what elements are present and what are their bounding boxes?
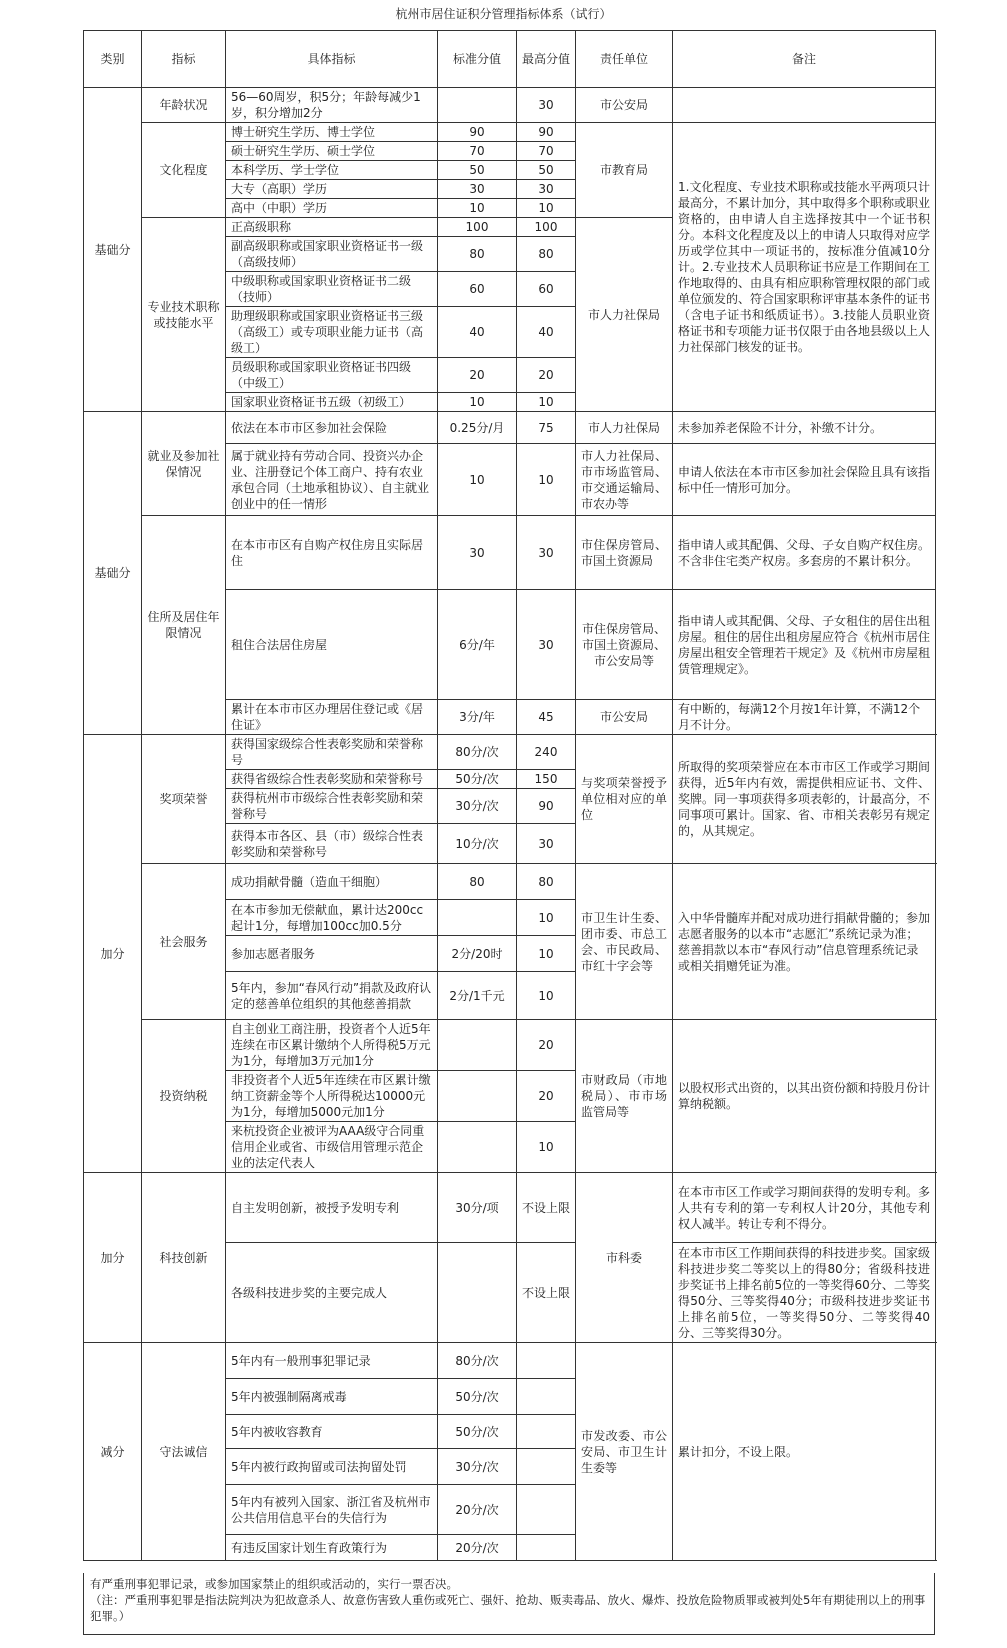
unit-cell: 市卫生计生委、团市委、市总工会、市民政局、市红十字会等 bbox=[576, 864, 673, 1020]
standard-cell: 30分/次 bbox=[438, 1449, 517, 1485]
detail-cell: 5年内有一般刑事犯罪记录 bbox=[226, 1343, 438, 1379]
max-cell bbox=[517, 1535, 576, 1561]
standard-cell bbox=[438, 900, 517, 936]
max-cell: 80 bbox=[517, 864, 576, 900]
max-cell: 75 bbox=[517, 412, 576, 444]
unit-cell: 市财政局（市地税局）、市市场监管局等 bbox=[576, 1020, 673, 1173]
max-cell: 10 bbox=[517, 199, 576, 218]
note-cell: 有中断的，每满12个月按1年计算，不满12个月不计分。 bbox=[673, 700, 936, 735]
table-row bbox=[84, 412, 936, 444]
standard-cell bbox=[438, 1020, 517, 1071]
detail-cell: 56—60周岁，积5分；年龄每减少1岁，积分增加2分 bbox=[226, 88, 438, 123]
detail-cell: 国家职业资格证书五级（初级工） bbox=[226, 393, 438, 412]
max-cell bbox=[517, 1415, 576, 1449]
detail-cell: 5年内，参加“春风行动”捐款及政府认定的慈善单位组织的其他慈善捐款 bbox=[226, 972, 438, 1020]
indicator-cell: 投资纳税 bbox=[142, 1020, 226, 1173]
standard-cell: 3分/年 bbox=[438, 700, 517, 735]
standard-cell: 20分/次 bbox=[438, 1535, 517, 1561]
max-cell: 不设上限 bbox=[517, 1243, 576, 1343]
category-cell: 加分 bbox=[84, 735, 142, 1173]
indicator-table bbox=[83, 30, 936, 1561]
standard-cell: 30分/项 bbox=[438, 1173, 517, 1243]
table-row bbox=[84, 1020, 936, 1071]
header-category: 类别 bbox=[84, 31, 142, 88]
max-cell: 20 bbox=[517, 1020, 576, 1071]
standard-cell: 50分/次 bbox=[438, 1379, 517, 1415]
note-cell: 未参加养老保险不计分，补缴不计分。 bbox=[673, 412, 936, 444]
header-row bbox=[84, 31, 936, 88]
unit-cell: 与奖项荣誉授予单位相对应的单位 bbox=[576, 735, 673, 864]
detail-cell: 本科学历、学士学位 bbox=[226, 161, 438, 180]
standard-cell: 20 bbox=[438, 358, 517, 393]
detail-cell: 自主发明创新，被授予发明专利 bbox=[226, 1173, 438, 1243]
indicator-cell: 守法诚信 bbox=[142, 1343, 226, 1561]
standard-cell: 2分/1千元 bbox=[438, 972, 517, 1020]
max-cell bbox=[517, 1485, 576, 1535]
table-row bbox=[84, 735, 936, 770]
max-cell: 20 bbox=[517, 358, 576, 393]
unit-cell: 市人力社保局 bbox=[576, 412, 673, 444]
max-cell: 20 bbox=[517, 1071, 576, 1122]
note-cell: 累计扣分，不设上限。 bbox=[673, 1343, 936, 1561]
table-row bbox=[84, 1173, 936, 1243]
standard-cell: 90 bbox=[438, 123, 517, 142]
max-cell: 30 bbox=[517, 590, 576, 700]
standard-cell: 80 bbox=[438, 864, 517, 900]
max-cell: 50 bbox=[517, 161, 576, 180]
detail-cell: 非投资者个人近5年连续在市区累计缴纳工资薪金等个人所得税达10000元为1分，每增加5000元加1分 bbox=[226, 1071, 438, 1122]
max-cell: 10 bbox=[517, 1122, 576, 1173]
max-cell: 10 bbox=[517, 936, 576, 972]
detail-cell: 依法在本市市区参加社会保险 bbox=[226, 412, 438, 444]
indicator-cell: 住所及居住年限情况 bbox=[142, 516, 226, 735]
detail-cell: 正高级职称 bbox=[226, 218, 438, 237]
detail-cell: 获得国家级综合性表彰奖励和荣誉称号 bbox=[226, 735, 438, 770]
indicator-cell: 奖项荣誉 bbox=[142, 735, 226, 864]
detail-cell: 5年内被强制隔离戒毒 bbox=[226, 1379, 438, 1415]
unit-cell: 市住保房管局、市国土资源局 bbox=[576, 516, 673, 590]
max-cell: 10 bbox=[517, 900, 576, 936]
standard-cell: 40 bbox=[438, 307, 517, 358]
note-cell: 以股权形式出资的，以其出资份额和持股月份计算纳税额。 bbox=[673, 1020, 936, 1173]
note-cell: 在本市市区工作期间获得的科技进步奖。国家级科技进步奖二等奖以上的得80分；省级科技进步奖证书上排名前5位的一等奖得60分、二等奖得50分、三等奖得40分；市级科技进步奖证书上排名前5位，一等奖得50分、二等奖得40分、三等奖得30分。 bbox=[673, 1243, 936, 1343]
standard-cell bbox=[438, 1243, 517, 1343]
category-cell: 基础分 bbox=[84, 412, 142, 735]
header-note: 备注 bbox=[673, 31, 936, 88]
standard-cell: 50 bbox=[438, 161, 517, 180]
max-cell: 70 bbox=[517, 142, 576, 161]
detail-cell: 员级职称或国家职业资格证书四级（中级工） bbox=[226, 358, 438, 393]
standard-cell: 30 bbox=[438, 180, 517, 199]
unit-cell: 市公安局 bbox=[576, 88, 673, 123]
standard-cell bbox=[438, 88, 517, 123]
max-cell: 100 bbox=[517, 218, 576, 237]
standard-cell bbox=[438, 1071, 517, 1122]
max-cell: 80 bbox=[517, 237, 576, 272]
standard-cell: 2分/20时 bbox=[438, 936, 517, 972]
header-indicator: 指标 bbox=[142, 31, 226, 88]
unit-cell: 市人力社保局、市市场监管局、市交通运输局、市农办等 bbox=[576, 444, 673, 516]
detail-cell: 获得本市各区、县（市）级综合性表彰奖励和荣誉称号 bbox=[226, 824, 438, 864]
header-standard: 标准分值 bbox=[438, 31, 517, 88]
table-row bbox=[84, 1343, 936, 1379]
standard-cell: 70 bbox=[438, 142, 517, 161]
detail-cell: 5年内有被列入国家、浙江省及杭州市公共信用信息平台的失信行为 bbox=[226, 1485, 438, 1535]
unit-cell: 市发改委、市公安局、市卫生计生委等 bbox=[576, 1343, 673, 1561]
note-cell: 入中华骨髓库并配对成功进行捐献骨髓的；参加志愿者服务的以本市“志愿汇”系统记录为准；慈善捐款以本市“春风行动”信息管理系统记录或相关捐赠凭证为准。 bbox=[673, 864, 936, 1020]
detail-cell: 有违反国家计划生育政策行为 bbox=[226, 1535, 438, 1561]
detail-cell: 来杭投资企业被评为AAA级守合同重信用企业或省、市级信用管理示范企业的法定代表人 bbox=[226, 1122, 438, 1173]
standard-cell: 80分/次 bbox=[438, 1343, 517, 1379]
standard-cell: 10 bbox=[438, 199, 517, 218]
detail-cell: 大专（高职）学历 bbox=[226, 180, 438, 199]
max-cell: 240 bbox=[517, 735, 576, 770]
header-detail: 具体指标 bbox=[226, 31, 438, 88]
unit-cell: 市科委 bbox=[576, 1173, 673, 1343]
max-cell: 45 bbox=[517, 700, 576, 735]
standard-cell: 10 bbox=[438, 393, 517, 412]
detail-cell: 在本市市区有自购产权住房且实际居住 bbox=[226, 516, 438, 590]
max-cell: 30 bbox=[517, 180, 576, 199]
max-cell: 150 bbox=[517, 770, 576, 789]
max-cell: 30 bbox=[517, 824, 576, 864]
footnote-line: （注：严重刑事犯罪是指法院判决为犯故意杀人、故意伤害致人重伤或死亡、强奸、抢劫、贩卖毒品、放火、爆炸、投放危险物质罪或被判处5年有期徒刑以上的刑事犯罪。） bbox=[90, 1593, 926, 1623]
max-cell: 40 bbox=[517, 307, 576, 358]
detail-cell: 各级科技进步奖的主要完成人 bbox=[226, 1243, 438, 1343]
note-cell: 所取得的奖项荣誉应在本市市区工作或学习期间获得，近5年内有效，需提供相应证书、文件、奖牌。同一事项获得多项表彰的，计最高分，不同事项可累计。国家、省、市相关表彰另有规定的，从其规定。 bbox=[673, 735, 936, 864]
indicator-cell: 就业及参加社保情况 bbox=[142, 412, 226, 516]
standard-cell: 100 bbox=[438, 218, 517, 237]
standard-cell: 80分/次 bbox=[438, 735, 517, 770]
header-max: 最高分值 bbox=[517, 31, 576, 88]
standard-cell: 10 bbox=[438, 444, 517, 516]
table-row bbox=[84, 864, 936, 900]
max-cell: 10 bbox=[517, 393, 576, 412]
detail-cell: 硕士研究生学历、硕士学位 bbox=[226, 142, 438, 161]
max-cell bbox=[517, 1343, 576, 1379]
detail-cell: 5年内被收容教育 bbox=[226, 1415, 438, 1449]
max-cell: 60 bbox=[517, 272, 576, 307]
note-cell: 指申请人或其配偶、父母、子女租住的居住出租房屋。租住的居住出租房屋应符合《杭州市居住房屋出租安全管理若干规定》及《杭州市房屋租赁管理规定》。 bbox=[673, 590, 936, 700]
max-cell: 90 bbox=[517, 123, 576, 142]
table-row bbox=[84, 88, 936, 123]
max-cell: 10 bbox=[517, 972, 576, 1020]
table-row bbox=[84, 516, 936, 590]
standard-cell: 80 bbox=[438, 237, 517, 272]
detail-cell: 高中（中职）学历 bbox=[226, 199, 438, 218]
detail-cell: 助理级职称或国家职业资格证书三级（高级工）或专项职业能力证书（高级工） bbox=[226, 307, 438, 358]
standard-cell bbox=[438, 1122, 517, 1173]
note-cell: 1.文化程度、专业技术职称或技能水平两项只计最高分，不累计加分，其中取得多个职称或职业资格的，由申请人自主选择按其中一个证书积分。本科文化程度及以上的申请人只取得对应学历或学位其中一项证书的，按标准分值减10分计。2.专业技术人员职称证书应是工作期间在工作地取得的、由具有相应职称管理权限的部门或单位颁发的、符合国家职称评审基本条件的证书（含电子证书和纸质证书）。3.技能人员职业资格证书和专项能力证书仅限于由各地县级以上人力社保部门核发的证书。 bbox=[673, 123, 936, 412]
detail-cell: 中级职称或国家职业资格证书二级（技师） bbox=[226, 272, 438, 307]
footnote-line: 有严重刑事犯罪记录，或参加国家禁止的组织或活动的，实行一票否决。 bbox=[90, 1577, 458, 1591]
detail-cell: 自主创业工商注册，投资者个人近5年连续在市区累计缴纳个人所得税5万元为1分，每增加3万元加1分 bbox=[226, 1020, 438, 1071]
detail-cell: 获得杭州市市级综合性表彰奖励和荣誉称号 bbox=[226, 789, 438, 824]
max-cell: 不设上限 bbox=[517, 1173, 576, 1243]
note-cell bbox=[673, 88, 936, 123]
detail-cell: 博士研究生学历、博士学位 bbox=[226, 123, 438, 142]
category-cell: 减分 bbox=[84, 1343, 142, 1561]
unit-cell: 市教育局 bbox=[576, 123, 673, 218]
indicator-cell: 科技创新 bbox=[142, 1173, 226, 1343]
standard-cell: 20分/次 bbox=[438, 1485, 517, 1535]
standard-cell: 30分/次 bbox=[438, 789, 517, 824]
header-unit: 责任单位 bbox=[576, 31, 673, 88]
detail-cell: 在本市参加无偿献血，累计达200cc起计1分，每增加100cc加0.5分 bbox=[226, 900, 438, 936]
table-row bbox=[84, 123, 936, 142]
detail-cell: 成功捐献骨髓（造血干细胞） bbox=[226, 864, 438, 900]
page-title: 杭州市居住证积分管理指标体系（试行） bbox=[395, 7, 612, 21]
unit-cell: 市人力社保局 bbox=[576, 218, 673, 412]
note-cell: 指申请人或其配偶、父母、子女自购产权住房。不含非住宅类产权房。多套房的不累计积分。 bbox=[673, 516, 936, 590]
max-cell bbox=[517, 1449, 576, 1485]
indicator-cell: 文化程度 bbox=[142, 123, 226, 218]
standard-cell: 10分/次 bbox=[438, 824, 517, 864]
detail-cell: 累计在本市市区办理居住登记或《居住证》 bbox=[226, 700, 438, 735]
indicator-cell: 年龄状况 bbox=[142, 88, 226, 123]
indicator-cell: 专业技术职称或技能水平 bbox=[142, 218, 226, 412]
max-cell: 90 bbox=[517, 789, 576, 824]
max-cell bbox=[517, 1379, 576, 1415]
standard-cell: 60 bbox=[438, 272, 517, 307]
detail-cell: 属于就业持有劳动合同、投资兴办企业、注册登记个体工商户、持有农业承包合同（土地承租协议）、自主就业创业中的任一情形 bbox=[226, 444, 438, 516]
note-cell: 申请人依法在本市市区参加社会保险且具有该指标中任一情形可加分。 bbox=[673, 444, 936, 516]
indicator-cell: 社会服务 bbox=[142, 864, 226, 1020]
detail-cell: 获得省级综合性表彰奖励和荣誉称号 bbox=[226, 770, 438, 789]
standard-cell: 30 bbox=[438, 516, 517, 590]
standard-cell: 6分/年 bbox=[438, 590, 517, 700]
detail-cell: 参加志愿者服务 bbox=[226, 936, 438, 972]
unit-cell: 市公安局 bbox=[576, 700, 673, 735]
detail-cell: 副高级职称或国家职业资格证书一级（高级技师） bbox=[226, 237, 438, 272]
max-cell: 30 bbox=[517, 516, 576, 590]
unit-cell: 市住保房管局、市国土资源局、市公安局等 bbox=[576, 590, 673, 700]
standard-cell: 0.25分/月 bbox=[438, 412, 517, 444]
standard-cell: 50分/次 bbox=[438, 770, 517, 789]
max-cell: 30 bbox=[517, 88, 576, 123]
max-cell: 10 bbox=[517, 444, 576, 516]
note-cell: 在本市市区工作或学习期间获得的发明专利。多人共有专利的第一专利权人计20分，其他专利权人减半。转让专利不得分。 bbox=[673, 1173, 936, 1243]
detail-cell: 租住合法居住房屋 bbox=[226, 590, 438, 700]
footnote bbox=[83, 1573, 935, 1635]
category-cell: 基础分 bbox=[84, 88, 142, 412]
category-cell: 加分 bbox=[84, 1173, 142, 1343]
standard-cell: 50分/次 bbox=[438, 1415, 517, 1449]
detail-cell: 5年内被行政拘留或司法拘留处罚 bbox=[226, 1449, 438, 1485]
